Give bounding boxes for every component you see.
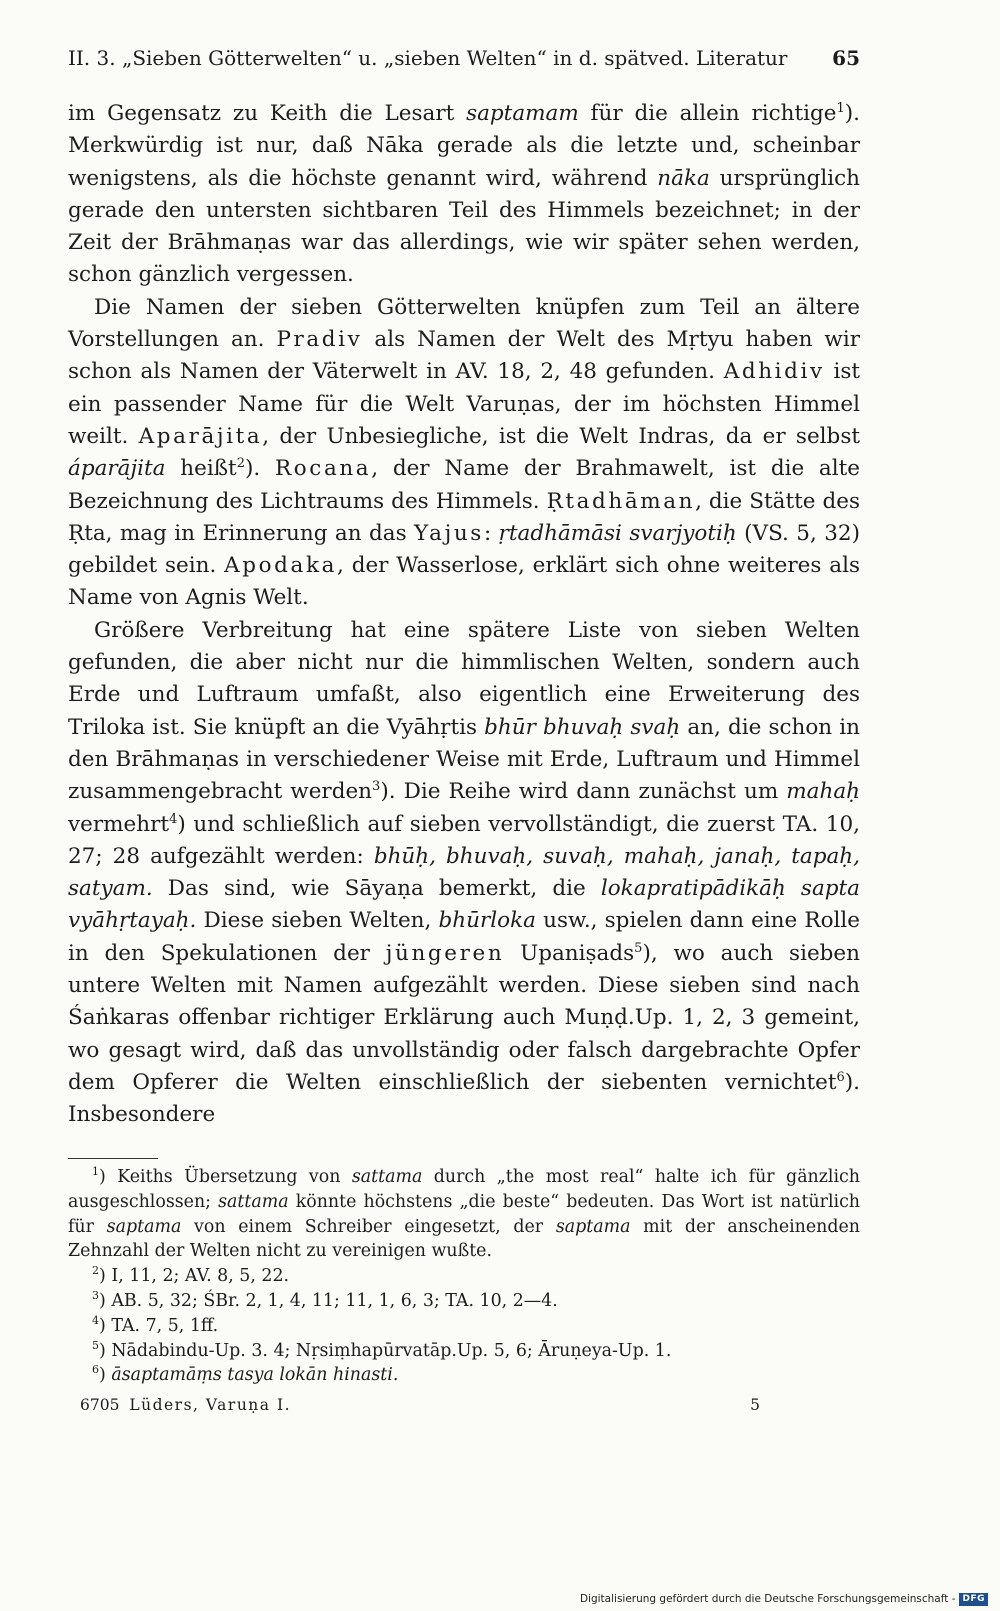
signature-number: 6705 bbox=[80, 1396, 120, 1414]
text-run: , der Name der Brahmawelt, ist die alte Bezeichnung des Lichtraums des Himmels. bbox=[68, 456, 860, 514]
text-run: Größere Verbreitung hat eine spätere Liste von sieben Welten gefunden, die aber nicht nur die himmlischen Welten, sondern auch Erde und Luftraum umfaßt, also eigentlich eine Erweiterung des Triloka ist. Sie knüpft an die Vyāhṛtis bbox=[68, 617, 860, 740]
text-run: ursprünglich gerade den untersten sichtbaren Teil des Himmels bezeichnet; in der Zeit der Brāhmaṇas war das allerdings, wie wir später sehen werden, schon gänzlich vergessen. bbox=[68, 165, 860, 288]
italic-term: sattama bbox=[218, 1191, 289, 1212]
running-title: II. 3. „Sieben Götterwelten“ u. „sieben Welten“ in d. spätved. Literatur bbox=[68, 46, 788, 70]
footnote-number: 6 bbox=[92, 1363, 99, 1377]
italic-term: saptama bbox=[555, 1216, 631, 1237]
spaced-term: Pradiv bbox=[276, 327, 363, 353]
footnote-2: $^2$) I, 11, 2; AV. 8, 5, 22. bbox=[92, 1264, 290, 1287]
footnote-number: 3 bbox=[92, 1289, 99, 1303]
italic-term: mahaḥ bbox=[786, 779, 860, 805]
text-run: ). Merkwürdig ist nur, daß Nāka gerade als die letzte und, scheinbar wenigstens, als die höchste genannt wird, während bbox=[68, 101, 860, 191]
italic-term: bhūḥ, bhuvaḥ, suvaḥ, mahaḥ, janaḥ, tapaḥ, satyam. bbox=[68, 843, 860, 902]
text-run: I, 11, 2; AV. 8, 5, 22. bbox=[111, 1266, 290, 1287]
footnote-ref[interactable]: 5 bbox=[634, 940, 643, 956]
text-run: AB. 5, 32; ŚBr. 2, 1, 4, 11; 11, 1, 6, 3; TA. 10, 2—4. bbox=[111, 1290, 558, 1311]
text-run: ist ein passender Name für die Welt Varuṇas, der im höchsten Himmel weilt. bbox=[68, 359, 860, 449]
footnote-number: 2 bbox=[92, 1264, 99, 1278]
spaced-term: Yajus bbox=[414, 520, 484, 546]
text-run: ). bbox=[244, 456, 275, 482]
italic-term: ṛtadhāmāsi svarjyotiḥ bbox=[498, 520, 737, 546]
footnote-rule bbox=[68, 1158, 158, 1159]
dfg-logo-icon: DFG bbox=[959, 1593, 988, 1606]
text-run: , die Stätte des Ṛta, mag in Erinnerung an das bbox=[68, 488, 860, 546]
text-run: könnte höchstens „die beste“ bedeuten. Das Wort ist natürlich für bbox=[68, 1191, 861, 1237]
italic-term: sattama bbox=[351, 1167, 423, 1187]
running-header bbox=[68, 44, 860, 72]
text-run: als Namen der Welt des Mṛtyu haben wir schon als Namen der Väterwelt in AV. 18, 2, 48 gefunden. bbox=[68, 327, 860, 385]
italic-term: áparājita bbox=[68, 456, 166, 482]
footnote-4: $^4$) TA. 7, 5, 1ff. bbox=[92, 1313, 219, 1336]
footnote-6: $^6$) āsaptamāṃs tasya lokān hinasti. bbox=[92, 1363, 399, 1386]
text-run: ), wo auch sieben untere Welten mit Namen aufgezählt werden. Diese sieben sind nach Śaṅkaras offenbar richtiger Erklärung auch Muṇḍ.Up. 1, 2, 3 gemeint, wo gesagt wird, daß das unvollständig oder falsch dargebrachte Opfer dem Opferer die Welten einschließlich der siebenten vernichtet bbox=[68, 940, 861, 1095]
text-run: ). Die Reihe wird dann zunächst um bbox=[380, 779, 787, 805]
text-run: TA. 7, 5, 1ff. bbox=[111, 1315, 219, 1336]
text-run: : bbox=[483, 520, 499, 546]
footnotes bbox=[68, 1165, 860, 1388]
italic-term: saptamam bbox=[466, 101, 579, 126]
text-run: heißt bbox=[165, 456, 237, 482]
spaced-term: Ṛtadhāman bbox=[546, 488, 696, 514]
text-run: , der Wasserlose, erklärt sich ohne weiteres als Name von Agnis Welt. bbox=[68, 553, 860, 611]
text-run: Upaniṣads bbox=[504, 940, 635, 966]
text-run: Keiths Übersetzung von bbox=[117, 1167, 352, 1187]
text-run: Nādabindu-Up. 3. 4; Nṛsiṃhapūrvatāp.Up. 5, 6; Āruṇeya-Up. 1. bbox=[111, 1340, 672, 1361]
text-run: usw., spielen dann eine Rolle in den Spekulationen der bbox=[68, 908, 861, 966]
text-run: an, die schon in den Brāhmaṇas in verschiedener Weise mit Erde, Luftraum und Himmel zusammengebracht werden bbox=[68, 714, 860, 805]
spaced-term: jüngeren bbox=[385, 940, 505, 966]
spaced-term: Adhidiv bbox=[723, 359, 825, 385]
text-run: Diese sieben Welten, bbox=[196, 908, 439, 934]
italic-term: saptama bbox=[106, 1216, 182, 1237]
footnote-3: $^3$) AB. 5, 32; ŚBr. 2, 1, 4, 11; 11, 1, 6, 3; TA. 10, 2—4. bbox=[92, 1289, 558, 1311]
text-run: vermehrt bbox=[68, 811, 170, 837]
text-run: ). Insbesondere bbox=[68, 1069, 860, 1128]
footnote-number: 1 bbox=[92, 1165, 99, 1179]
paragraph-1 bbox=[68, 98, 860, 292]
text-run: ) und schließlich auf sieben vervollständigt, die zuerst TA. 10, 27; 28 aufgezählt werden: bbox=[68, 811, 860, 869]
digitization-stamp bbox=[580, 1592, 988, 1606]
page-number: 65 bbox=[832, 46, 860, 70]
spaced-term: Apodaka bbox=[224, 553, 338, 579]
text-run: (VS. 5, 32) gebildet sein. bbox=[68, 520, 860, 579]
footnote-1: $^1$) Keiths Übersetzung von sattama durch „the most real“ halte ich für gänzlich ausgeschlossen; sattama könnte höchstens „die beste“ bedeuten. Das Wort ist natürlich für saptama von einem Schreiber eingesetzt, der saptama mit der anscheinenden Zehnzahl der Welten nicht zu vereinigen wußte. bbox=[68, 1165, 861, 1262]
printer-signature bbox=[80, 1394, 760, 1416]
italic-term: bhūr bhuvaḥ svaḥ bbox=[484, 714, 681, 740]
text-run: mit der anscheinenden Zehnzahl der Welten nicht zu vereinigen wußte. bbox=[68, 1216, 860, 1262]
footnote-ref[interactable]: 1 bbox=[836, 100, 845, 116]
footnote-number: 4 bbox=[92, 1313, 99, 1327]
footnote-ref[interactable]: 2 bbox=[236, 456, 245, 472]
text-run: Die Namen der sieben Götterwelten knüpfen zum Teil an ältere Vorstellungen an. bbox=[68, 294, 860, 353]
footnote-ref[interactable]: 3 bbox=[372, 779, 381, 795]
main-text bbox=[68, 98, 860, 1132]
text-run: Das sind, wie Sāyaṇa bemerkt, die bbox=[152, 876, 601, 902]
footnote-5: $^5$) Nādabindu-Up. 3. 4; Nṛsiṃhapūrvatāp.Up. 5, 6; Āruṇeya-Up. 1. bbox=[92, 1338, 672, 1361]
paragraph-3 bbox=[68, 615, 860, 1132]
digitization-text: Digitalisierung gefördert durch die Deutsche Forschungsgemeinschaft - bbox=[579, 1593, 956, 1605]
sheet-number: 5 bbox=[750, 1396, 760, 1414]
text-run: für die allein richtige bbox=[578, 101, 837, 126]
footnote-ref[interactable]: 6 bbox=[836, 1069, 845, 1085]
footnote-number: 5 bbox=[92, 1338, 99, 1352]
signature-left bbox=[80, 1394, 291, 1416]
text-run: durch „the most real“ halte ich für gänzlich ausgeschlossen; bbox=[68, 1167, 860, 1212]
text-run: von einem Schreiber eingesetzt, der bbox=[181, 1216, 556, 1237]
spaced-term: Aparājita bbox=[138, 423, 263, 449]
footnote-ref[interactable]: 4 bbox=[169, 811, 178, 827]
text-run: im Gegensatz zu Keith die Lesart bbox=[68, 101, 467, 126]
italic-term: āsaptamāṃs tasya lokān hinasti. bbox=[111, 1365, 399, 1386]
italic-term: lokapratipādikāḥ sapta vyāhṛtayaḥ. bbox=[68, 876, 860, 934]
signature-author: Lüders, Varuṇa I. bbox=[129, 1396, 292, 1414]
italic-term: nāka bbox=[657, 165, 710, 191]
italic-term: bhūrloka bbox=[438, 908, 536, 934]
text-run: , der Unbesiegliche, ist die Welt Indras, da er selbst bbox=[262, 423, 860, 449]
paragraph-2 bbox=[68, 292, 860, 615]
spaced-term: Rocana bbox=[274, 456, 372, 482]
